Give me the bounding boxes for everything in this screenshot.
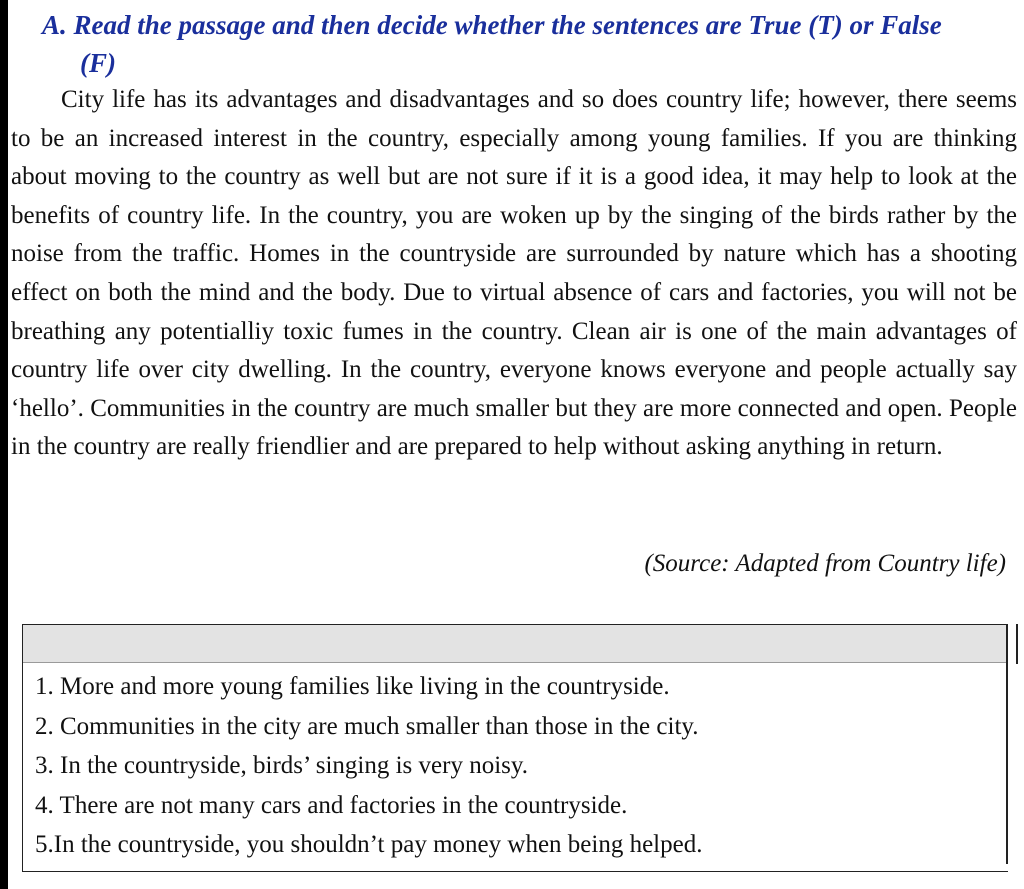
statement-2: 2. Communities in the city are much smaller than those in the city. [35, 712, 699, 740]
table-header-right-border [1016, 624, 1018, 664]
statement-4: 4. There are not many cars and factories in the countryside. [35, 791, 628, 819]
statement-list [23, 663, 1008, 871]
heading-line-2: (F) [80, 48, 116, 78]
left-border-bar [0, 0, 8, 889]
statement-3: 3. In the countryside, birds’ singing is very noisy. [35, 752, 528, 779]
exercise-heading [42, 6, 1017, 82]
source-citation: (Source: Adapted from Country life) [644, 550, 1006, 577]
table-right-border [1006, 624, 1008, 864]
true-false-table [22, 624, 1008, 872]
statement-5: 5.In the countryside, you shouldn’t pay money when being helped. [35, 831, 703, 858]
table-header-row [23, 625, 1008, 663]
heading-line-1: A. Read the passage and then decide whether the sentences are True (T) or False [42, 10, 942, 40]
statement-1: 1. More and more young families like living in the countryside. [35, 673, 670, 700]
reading-passage: City life has its advantages and disadvantages and so does country life; however, there seems to be an increased interest in the country, especially among young families. If you are thinking about moving to the country as well but are not sure if it is a good idea, it may help to look at the benefits of country life. In the country, you are woken up by the singing of the birds rather by the noise from the traffic. Homes in the countryside are surrounded by nature which has a shooting effect on both the mind and the body. Due to virtual absence of cars and factories, you will not be breathing any potentialliy toxic fumes in the country. Clean air is one of the main advantages of country life over city dwelling. In the country, everyone knows everyone and people actually say ‘hello’. Communities in the country are much smaller but they are more connected and open. People in the country are really friendlier and are prepared to help without asking anything in return. [11, 86, 1017, 461]
